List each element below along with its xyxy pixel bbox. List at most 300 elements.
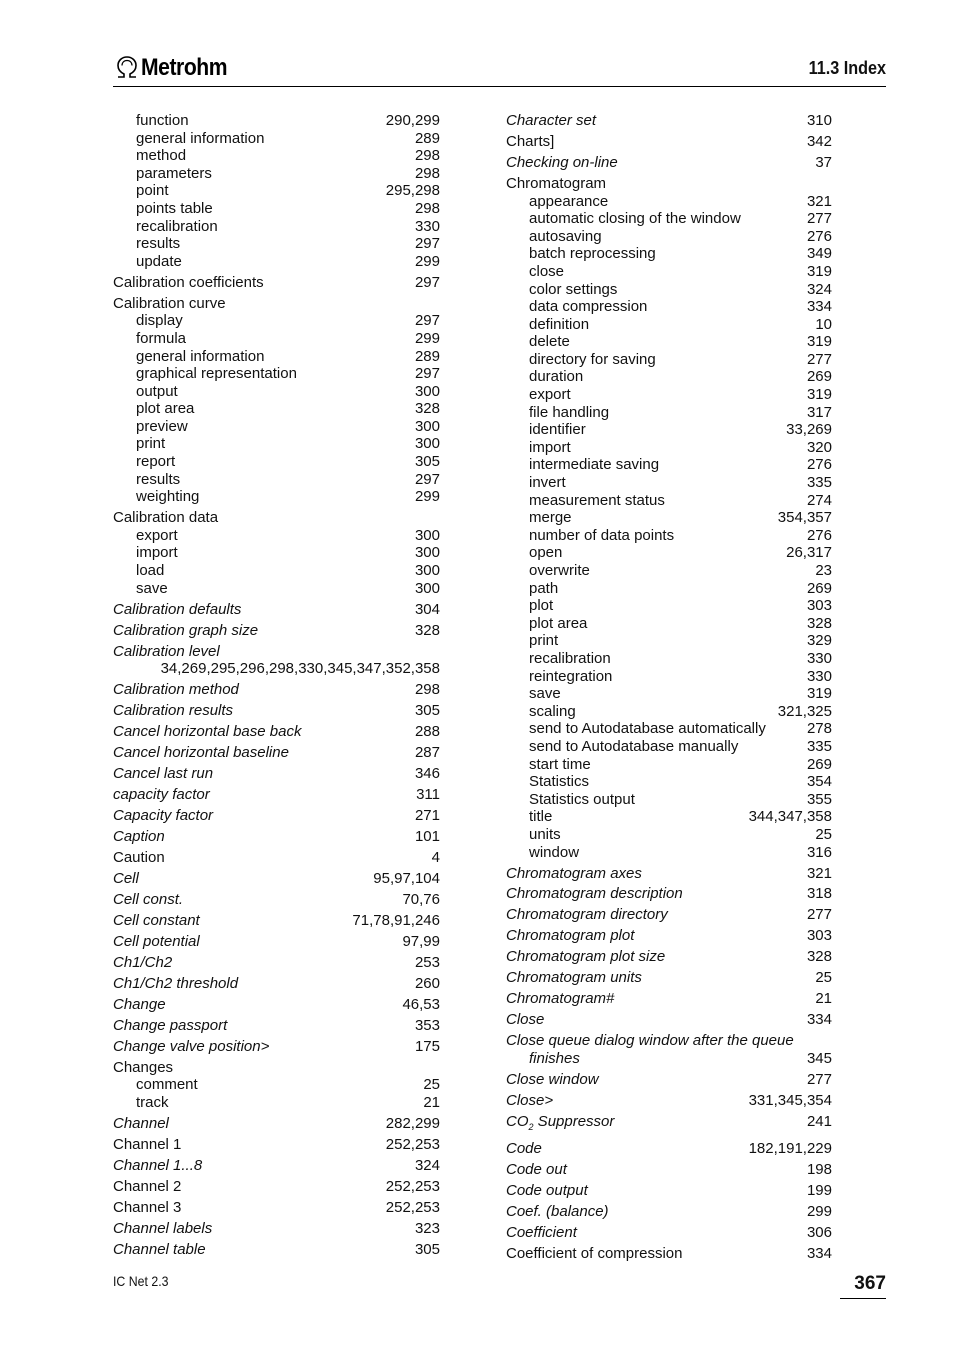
index-pages: 353 <box>414 1016 440 1034</box>
index-entry <box>506 1182 832 1200</box>
index-pages: 300 <box>414 579 440 597</box>
index-term: Channel table <box>113 1240 206 1258</box>
index-term: Calibration graph size <box>113 621 259 639</box>
index-term: plot area <box>529 614 588 632</box>
index-entry <box>113 509 440 527</box>
index-pages: 198 <box>806 1160 832 1178</box>
index-term: Code out <box>506 1160 567 1178</box>
index-term: Chromatogram plot <box>506 927 635 945</box>
index-entry <box>506 756 832 774</box>
index-term: import <box>529 438 571 456</box>
index-entry <box>113 1017 440 1035</box>
index-column-right <box>506 112 832 1262</box>
index-term: Ch1/Ch2 threshold <box>113 974 239 992</box>
index-term: appearance <box>529 192 609 210</box>
index-entry <box>113 601 440 619</box>
index-pages: 321 <box>806 192 832 210</box>
index-term: Calibration level <box>113 642 220 660</box>
index-pages: 321,325 <box>777 702 832 720</box>
index-entry <box>506 738 832 756</box>
index-pages: 277 <box>806 350 832 368</box>
index-pages: 295,298 <box>385 182 440 200</box>
index-pages: 355 <box>806 790 832 808</box>
index-term: window <box>529 843 580 861</box>
index-entry <box>506 1245 832 1263</box>
index-entry <box>113 253 440 271</box>
index-pages: 4 <box>431 849 440 867</box>
index-entry <box>113 702 440 720</box>
index-term: Statistics output <box>529 790 635 808</box>
index-entry <box>506 386 832 404</box>
index-pages: 330 <box>806 667 832 685</box>
index-pages: 300 <box>414 526 440 544</box>
index-entry <box>113 765 440 783</box>
index-term: Change valve position> <box>113 1037 270 1055</box>
index-pages: 354,357 <box>777 509 832 527</box>
index-pages: 328 <box>414 400 440 418</box>
index-term: recalibration <box>529 649 611 667</box>
index-entry <box>506 228 832 246</box>
index-entry <box>506 1140 832 1158</box>
index-pages: 305 <box>414 702 440 720</box>
index-pages: 354 <box>806 773 832 791</box>
index-term: point <box>136 182 169 200</box>
index-term: send to Autodatabase manually <box>529 737 739 755</box>
index-entry <box>113 1199 440 1217</box>
index-entry <box>506 969 832 987</box>
index-pages: 282,299 <box>385 1115 440 1133</box>
index-term: Chromatogram axes <box>506 864 642 882</box>
index-pages: 269 <box>806 368 832 386</box>
index-pages: 300 <box>414 382 440 400</box>
index-pages: 199 <box>806 1181 832 1199</box>
index-entry <box>506 906 832 924</box>
index-entry <box>113 622 440 640</box>
index-pages: 305 <box>414 1240 440 1258</box>
index-pages: 182,191,229 <box>748 1139 832 1157</box>
index-term: track <box>136 1094 169 1112</box>
index-term: print <box>136 435 166 453</box>
index-entry <box>113 544 440 562</box>
index-entry <box>113 1241 440 1259</box>
index-term: function <box>136 112 189 129</box>
index-pages: 97,99 <box>402 932 440 950</box>
index-entry <box>113 471 440 489</box>
index-entry <box>506 597 832 615</box>
index-term: Chromatogram <box>506 174 607 192</box>
index-entry <box>506 720 832 738</box>
index-term: invert <box>529 474 566 492</box>
index-pages: 299 <box>806 1202 832 1220</box>
index-pages: 331,345,354 <box>748 1091 832 1109</box>
index-pages: 317 <box>806 403 832 421</box>
index-term: Caution <box>113 849 165 867</box>
index-term: duration <box>529 368 584 386</box>
index-entry <box>113 1076 440 1094</box>
index-entry <box>506 808 832 826</box>
index-entry <box>113 400 440 418</box>
index-term: units <box>529 825 561 843</box>
index-entry <box>113 383 440 401</box>
index-term: overwrite <box>529 562 590 580</box>
index-pages: 298 <box>414 681 440 699</box>
index-term: batch reprocessing <box>529 245 656 263</box>
index-term: Code output <box>506 1181 588 1199</box>
index-term: Capacity factor <box>113 807 214 825</box>
index-pages: 304 <box>414 600 440 618</box>
index-entry <box>113 365 440 383</box>
index-term: Chromatogram directory <box>506 906 668 924</box>
index-entry <box>113 295 440 313</box>
index-term: Ch1/Ch2 <box>113 953 173 971</box>
index-entry <box>113 1178 440 1196</box>
index-entry <box>506 245 832 263</box>
index-term: Character set <box>506 112 597 129</box>
index-entry <box>113 274 440 292</box>
index-term: Cell constant <box>113 911 200 929</box>
index-entry <box>506 1113 832 1137</box>
index-pages: 299 <box>414 252 440 270</box>
index-entry <box>506 368 832 386</box>
index-pages: 298 <box>414 199 440 217</box>
index-pages: 328 <box>806 948 832 966</box>
index-pages: 289 <box>414 129 440 147</box>
index-entry <box>113 996 440 1014</box>
index-pages: 319 <box>806 262 832 280</box>
index-pages: 269 <box>806 755 832 773</box>
index-pages: 323 <box>414 1219 440 1237</box>
index-entry <box>113 147 440 165</box>
index-entry <box>506 351 832 369</box>
index-pages: 287 <box>414 744 440 762</box>
index-entry <box>506 175 832 193</box>
index-entry <box>506 685 832 703</box>
index-entry <box>506 668 832 686</box>
index-term: Channel 1...8 <box>113 1157 203 1174</box>
index-term: send to Autodatabase automatically <box>529 720 766 738</box>
index-pages: 328 <box>806 614 832 632</box>
index-pages: 297 <box>414 312 440 330</box>
page-number: 367 <box>840 1273 886 1299</box>
index-term: method <box>136 147 187 165</box>
index-term: Charts] <box>506 132 555 150</box>
index-term: Chromatogram description <box>506 885 683 903</box>
index-term: Code <box>506 1139 542 1157</box>
index-entry <box>506 193 832 211</box>
index-term: update <box>136 252 182 270</box>
index-pages: 329 <box>806 632 832 650</box>
index-term: save <box>136 579 168 597</box>
index-pages: 346 <box>414 765 440 783</box>
index-entry <box>506 112 832 130</box>
index-term: Cell potential <box>113 932 200 950</box>
index-pages: 289 <box>414 347 440 365</box>
index-pages: 252,253 <box>385 1177 440 1195</box>
index-entry <box>506 1161 832 1179</box>
index-entry <box>113 1136 440 1154</box>
index-term: Close window <box>506 1070 599 1088</box>
index-term: Close <box>506 1011 545 1029</box>
index-pages: 25 <box>815 969 832 987</box>
index-entry <box>113 580 440 598</box>
index-term: export <box>529 386 571 404</box>
index-entry <box>506 927 832 945</box>
index-pages: 290,299 <box>385 112 440 129</box>
index-term: Chromatogram# <box>506 990 615 1008</box>
index-entry <box>506 133 832 151</box>
index-pages: 320 <box>806 438 832 456</box>
index-entry <box>506 1203 832 1221</box>
index-pages: 71,78,91,246 <box>352 911 440 929</box>
index-column-left <box>113 112 440 1259</box>
index-entry <box>113 418 440 436</box>
index-pages: 277 <box>806 1070 832 1088</box>
index-pages: 260 <box>414 974 440 992</box>
index-term: directory for saving <box>529 350 656 368</box>
index-term: Change passport <box>113 1016 228 1034</box>
index-term: report <box>136 453 176 471</box>
index-entry <box>113 891 440 909</box>
page-header <box>113 50 886 87</box>
index-term: Cancel last run <box>113 765 214 783</box>
index-pages: 318 <box>806 885 832 903</box>
index-term: title <box>529 808 553 826</box>
index-pages: 334 <box>806 1011 832 1029</box>
index-term: path <box>529 579 559 597</box>
index-term: Calibration defaults <box>113 600 242 618</box>
index-term: capacity factor <box>113 786 210 804</box>
index-term: weighting <box>136 488 200 506</box>
index-term: Calibration coefficients <box>113 273 264 291</box>
index-pages: 349 <box>806 245 832 263</box>
index-pages: 319 <box>806 386 832 404</box>
index-entry <box>506 509 832 527</box>
index-entry <box>506 948 832 966</box>
index-term: results <box>136 470 181 488</box>
index-entry <box>113 1059 440 1077</box>
index-term: export <box>136 526 178 544</box>
index-term: parameters <box>136 164 212 182</box>
index-pages: 23 <box>815 562 832 580</box>
index-pages: 25 <box>423 1076 440 1094</box>
index-term: Calibration method <box>113 681 239 699</box>
index-term: Coef. (balance) <box>506 1202 609 1220</box>
index-pages: 252,253 <box>385 1136 440 1154</box>
index-pages: 21 <box>423 1094 440 1112</box>
index-pages: 269 <box>806 579 832 597</box>
index-pages: 321 <box>806 864 832 882</box>
index-entry <box>113 330 440 348</box>
index-term: display <box>136 312 183 330</box>
index-term: save <box>529 685 561 703</box>
index-pages: 335 <box>806 474 832 492</box>
index-entry <box>113 527 440 545</box>
index-term: $CO_2$ Suppressor <box>506 1112 615 1132</box>
index-term: Calibration results <box>113 702 234 720</box>
index-term: general information <box>136 347 265 365</box>
index-entry <box>506 404 832 422</box>
index-term: merge <box>529 509 572 527</box>
index-term: comment <box>136 1076 198 1094</box>
index-entry <box>113 723 440 741</box>
index-entry <box>506 1071 832 1089</box>
footer-product: IC Net 2.3 <box>113 1273 169 1289</box>
index-term: general information <box>136 129 265 147</box>
index-pages: 297 <box>414 365 440 383</box>
index-pages: 278 <box>806 720 832 738</box>
index-term: Chromatogram units <box>506 969 642 987</box>
index-pages: 10 <box>815 315 832 333</box>
index-entry <box>113 435 440 453</box>
index-pages: 334 <box>806 298 832 316</box>
index-pages: 21 <box>815 990 832 1008</box>
index-entry <box>113 1115 440 1133</box>
index-entry <box>113 849 440 867</box>
index-term: Cell const. <box>113 890 184 908</box>
index-pages: 253 <box>414 953 440 971</box>
index-pages: 319 <box>806 685 832 703</box>
index-pages: 274 <box>806 491 832 509</box>
index-term: preview <box>136 417 188 435</box>
index-term: file handling <box>529 403 610 421</box>
index-entry <box>113 200 440 218</box>
index-term: Close> <box>506 1091 554 1109</box>
index-entry <box>506 474 832 492</box>
index-term: Close queue dialog window after the queue <box>506 1032 794 1050</box>
index-term-continued: finishes <box>529 1049 580 1067</box>
index-entry <box>506 773 832 791</box>
index-pages: 328 <box>414 621 440 639</box>
index-entry <box>113 112 440 130</box>
index-pages: 70,76 <box>402 890 440 908</box>
index-term: Cancel horizontal base back <box>113 723 302 741</box>
index-term: Channel 3 <box>113 1198 182 1216</box>
index-entry <box>506 210 832 228</box>
index-term: graphical representation <box>136 365 297 383</box>
index-pages: 344,347,358 <box>748 808 832 826</box>
index-entry <box>506 1092 832 1110</box>
index-term: formula <box>136 329 187 347</box>
index-entry <box>506 456 832 474</box>
index-pages: 334 <box>806 1244 832 1262</box>
index-term: measurement status <box>529 491 665 509</box>
index-entry <box>113 786 440 804</box>
index-term: Cell <box>113 870 139 887</box>
index-term: Statistics <box>529 773 590 791</box>
index-pages: 305 <box>414 453 440 471</box>
index-entry <box>506 281 832 299</box>
index-pages: 299 <box>414 329 440 347</box>
index-pages: 276 <box>806 456 832 474</box>
index-term: Coefficient of compression <box>506 1244 683 1262</box>
index-entry <box>113 235 440 253</box>
index-term: Cancel horizontal baseline <box>113 744 289 762</box>
index-pages: 297 <box>414 235 440 253</box>
index-term: plot area <box>136 400 195 418</box>
index-term: print <box>529 632 559 650</box>
index-pages: 300 <box>414 417 440 435</box>
index-entry <box>113 744 440 762</box>
index-pages: 298 <box>414 147 440 165</box>
index-pages: 319 <box>806 333 832 351</box>
index-pages: 324 <box>414 1157 440 1174</box>
section-title: 11.3 Index <box>808 58 886 78</box>
index-term: Calibration curve <box>113 294 226 312</box>
index-entry <box>113 1038 440 1056</box>
index-term: delete <box>529 333 570 351</box>
index-pages: 303 <box>806 927 832 945</box>
index-entry <box>113 218 440 236</box>
index-entry <box>506 632 832 650</box>
index-entry <box>113 643 440 678</box>
index-entry <box>506 333 832 351</box>
index-pages: 297 <box>414 470 440 488</box>
index-pages: 335 <box>806 737 832 755</box>
index-entry <box>506 298 832 316</box>
index-term: close <box>529 262 565 280</box>
index-pages: 299 <box>414 488 440 506</box>
index-entry <box>506 544 832 562</box>
index-pages: 277 <box>806 906 832 924</box>
index-term: load <box>136 562 165 580</box>
index-entry <box>113 1220 440 1238</box>
index-term: Checking on-line <box>506 153 618 171</box>
index-entry <box>506 703 832 721</box>
index-entry <box>113 562 440 580</box>
index-pages: 300 <box>414 435 440 453</box>
index-entry <box>506 615 832 633</box>
index-term: output <box>136 382 178 400</box>
index-pages: 276 <box>806 526 832 544</box>
index-pages: 300 <box>414 562 440 580</box>
index-entry <box>506 791 832 809</box>
index-pages: 271 <box>414 807 440 825</box>
index-term: Change <box>113 995 166 1013</box>
index-pages: 26,317 <box>786 544 832 562</box>
index-entry <box>113 488 440 506</box>
index-entry <box>506 263 832 281</box>
index-term: Changes <box>113 1058 174 1076</box>
index-pages: 311 <box>416 786 440 804</box>
index-entry <box>506 650 832 668</box>
index-term: Caption <box>113 828 165 846</box>
index-pages: 330 <box>806 649 832 667</box>
index-entry <box>113 130 440 148</box>
index-pages: 252,253 <box>385 1198 440 1216</box>
index-entry <box>506 154 832 172</box>
index-entry <box>506 885 832 903</box>
index-term: recalibration <box>136 217 218 235</box>
index-entry <box>506 826 832 844</box>
index-term: points table <box>136 199 213 217</box>
index-pages: 95,97,104 <box>373 870 440 887</box>
index-pages: 25 <box>815 825 832 843</box>
index-pages: 297 <box>414 273 440 291</box>
index-pages: 46,53 <box>402 995 440 1013</box>
omega-logo-icon <box>113 55 141 81</box>
index-entry <box>506 562 832 580</box>
index-pages: 342 <box>806 132 832 150</box>
index-entry <box>113 312 440 330</box>
index-entry <box>113 348 440 366</box>
index-term: autosaving <box>529 227 602 245</box>
index-entry <box>113 182 440 200</box>
index-term: definition <box>529 315 590 333</box>
index-entry <box>113 681 440 699</box>
index-term: plot <box>529 597 554 615</box>
index-entry <box>113 975 440 993</box>
index-entry <box>113 165 440 183</box>
